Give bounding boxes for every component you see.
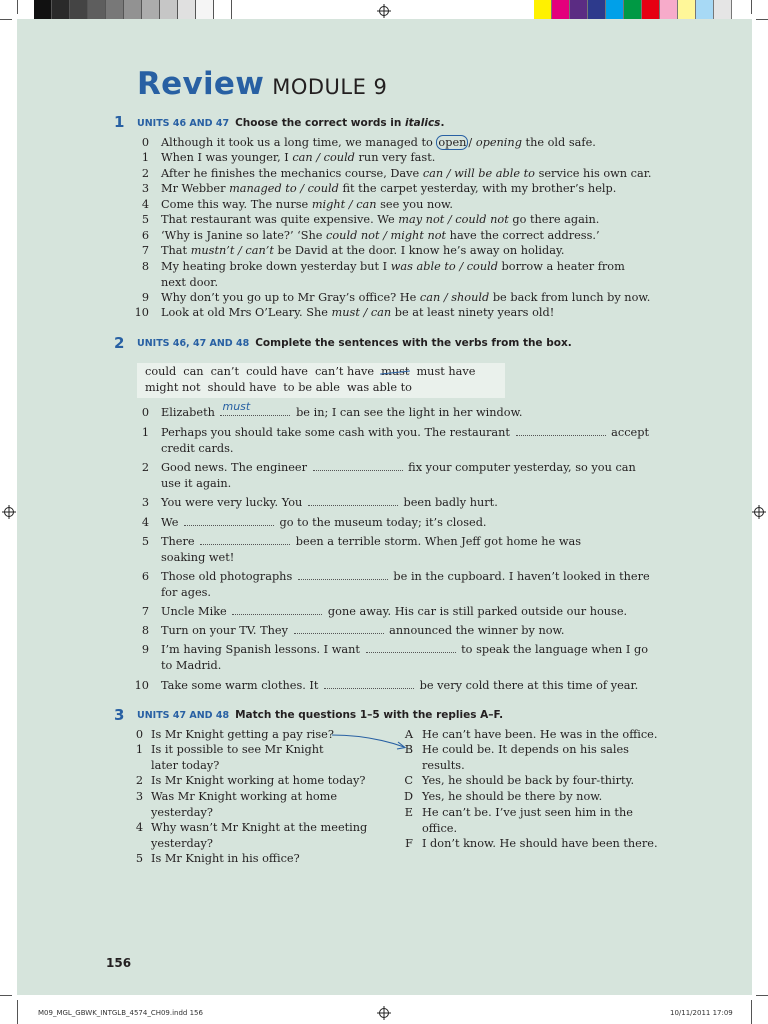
item-text: Turn on your TV. They announced the winner by now.	[161, 624, 565, 637]
box-word: could have	[246, 365, 308, 378]
answer-gap	[516, 425, 606, 436]
box-word: to be able	[283, 381, 340, 394]
crop-mark	[0, 995, 12, 996]
item-text: Yes, he should be there by now.	[422, 790, 603, 803]
answer-gap	[308, 495, 398, 506]
crop-mark	[751, 0, 752, 14]
color-swatch	[214, 0, 232, 20]
example-match-arrow	[330, 732, 410, 754]
item-continuation: to Madrid.	[161, 658, 222, 672]
choice-options: may not / could not	[398, 213, 509, 226]
color-swatch	[624, 0, 642, 20]
word-box	[137, 363, 505, 398]
footer-file-name: M09_MGL_GBWK_INTGLB_4574_CH09.indd 156	[38, 1009, 203, 1017]
section-units: UNITS 46, 47 AND 48	[137, 338, 250, 349]
item-text: When I was younger, I can / could run very fast.	[161, 151, 436, 164]
section-instruction: Complete the sentences with the verbs from the box.	[255, 337, 572, 349]
item-text: Is Mr Knight getting a pay rise?	[151, 728, 334, 741]
page-title	[137, 66, 387, 102]
item-text: ‘Why is Janine so late?’ ‘She could not / might not have the correct address.’	[161, 229, 600, 242]
item-number: 0	[135, 728, 143, 741]
color-swatch	[106, 0, 124, 20]
item-text: After he finishes the mechanics course, Dave can / will be able to service his own car.	[161, 167, 652, 180]
item-letter: A	[404, 728, 413, 741]
answer-gap	[366, 642, 456, 653]
word-box-line	[145, 381, 419, 394]
item-text: Those old photographs be in the cupboard. I haven’t looked in there for ages.	[161, 570, 650, 599]
crop-mark	[751, 1000, 752, 1024]
item-text: Look at old Mrs O’Leary. She must / can be at least ninety years old!	[161, 306, 555, 319]
color-swatch	[606, 0, 624, 20]
color-swatch	[588, 0, 606, 20]
section-number: 2	[114, 334, 125, 352]
item-letter: F	[405, 837, 413, 850]
item-text: That restaurant was quite expensive. We may not / could not go there again.	[161, 213, 600, 226]
item-number: 9	[141, 291, 149, 304]
color-swatch	[714, 0, 732, 20]
item-text: Perhaps you should take some cash with you. The restaurant accept credit cards.	[161, 426, 649, 455]
registration-mark-icon	[752, 505, 766, 519]
item-number: 5	[141, 213, 149, 226]
color-swatch	[160, 0, 178, 20]
box-word: should have	[207, 381, 277, 394]
item-number: 7	[141, 244, 149, 257]
item-continuation: soaking wet!	[161, 550, 235, 564]
registration-mark-icon	[377, 1006, 391, 1020]
item-letter: E	[404, 806, 413, 819]
item-text: Although it took us a long time, we managed to open / opening the old safe.	[161, 136, 596, 149]
section-heading	[137, 709, 503, 721]
item-number: 2	[141, 167, 149, 180]
color-swatch	[552, 0, 570, 20]
item-number: 1	[141, 151, 149, 164]
item-text: Yes, he should be back by four-thirty.	[422, 774, 635, 787]
item-continuation: credit cards.	[161, 441, 234, 455]
color-swatch	[70, 0, 88, 20]
section-heading	[137, 337, 572, 349]
item-text: He can’t be. I’ve just seen him in the office.	[422, 806, 633, 835]
item-text: Why wasn’t Mr Knight at the meeting yesterday?	[151, 821, 368, 850]
crop-mark	[756, 995, 768, 996]
item-number: 3	[135, 790, 143, 803]
crop-mark	[17, 1000, 18, 1024]
item-text: Come this way. The nurse might / can see you now.	[161, 198, 453, 211]
item-number: 10	[134, 679, 149, 692]
item-text: We go to the museum today; it’s closed.	[161, 516, 487, 529]
item-text: Mr Webber managed to / could fit the carpet yesterday, with my brother’s help.	[161, 182, 617, 195]
item-letter: C	[404, 774, 413, 787]
section-units: UNITS 46 AND 47	[137, 118, 230, 129]
color-swatch	[196, 0, 214, 20]
color-swatch	[534, 0, 552, 20]
item-number: 0	[141, 406, 149, 419]
item-text: He can’t have been. He was in the office.	[422, 728, 658, 741]
page-number: 156	[106, 956, 132, 970]
answer-gap	[220, 400, 290, 416]
word-box-line	[145, 365, 482, 378]
item-number: 5	[141, 535, 149, 548]
item-number: 2	[141, 461, 149, 474]
review-title: Review	[137, 66, 265, 102]
box-word: can’t have	[314, 365, 375, 378]
color-swatch	[660, 0, 678, 20]
choice-options: must / can	[331, 306, 392, 319]
choice-options: mustn’t / can’t	[190, 244, 274, 257]
item-text: That mustn’t / can’t be David at the door. I know he’s away on holiday.	[161, 244, 565, 257]
footer-date: 10/11/2011 17:09	[670, 1009, 733, 1017]
module-title: MODULE 9	[272, 75, 388, 99]
color-swatch	[178, 0, 196, 20]
color-swatch	[642, 0, 660, 20]
crop-mark	[17, 0, 18, 14]
item-number: 5	[135, 852, 143, 865]
item-text: Is it possible to see Mr Knight later today?	[151, 743, 324, 772]
section-instruction: Choose the correct words in italics.	[235, 117, 445, 129]
item-text: You were very lucky. You been badly hurt.	[161, 496, 498, 509]
item-number: 8	[141, 624, 149, 637]
color-swatch	[570, 0, 588, 20]
item-continuation: next door.	[161, 275, 219, 289]
item-number: 10	[134, 306, 149, 319]
item-text: Is Mr Knight working at home today?	[151, 774, 366, 787]
answer-gap	[184, 515, 274, 526]
choice-options: opening	[475, 136, 522, 149]
item-text: I don’t know. He should have been there.	[422, 837, 658, 850]
item-continuation: for ages.	[161, 585, 212, 599]
item-text: I’m having Spanish lessons. I want to speak the language when I go to Madrid.	[161, 643, 649, 672]
choice-options: managed to / could	[229, 182, 339, 195]
item-letter: D	[403, 790, 413, 803]
handwritten-answer: must	[222, 400, 251, 413]
color-swatch	[696, 0, 714, 20]
section-heading	[137, 117, 444, 129]
registration-mark-icon	[2, 505, 16, 519]
registration-mark-icon	[377, 4, 391, 18]
answer-gap	[313, 460, 403, 471]
choice-options: can / could	[292, 151, 355, 164]
choice-options: might / can	[311, 198, 377, 211]
box-word: must	[381, 365, 410, 378]
item-number: 7	[141, 605, 149, 618]
color-swatch	[124, 0, 142, 20]
item-number: 9	[141, 643, 149, 656]
item-number: 3	[141, 182, 149, 195]
item-number: 1	[141, 426, 149, 439]
box-word: can’t	[210, 365, 240, 378]
choice-options: can / should	[419, 291, 490, 304]
item-continuation: use it again.	[161, 476, 232, 490]
item-number: 8	[141, 260, 149, 273]
item-number: 0	[141, 136, 149, 149]
color-swatch	[34, 0, 52, 20]
section-number: 3	[114, 706, 125, 724]
item-number: 6	[141, 570, 149, 583]
answer-gap	[294, 623, 384, 634]
choice-options: could not / might not	[326, 229, 447, 242]
color-swatch	[142, 0, 160, 20]
item-number: 4	[135, 821, 143, 834]
item-text: Uncle Mike gone away. His car is still parked outside our house.	[161, 605, 628, 618]
item-text: He could be. It depends on his sales results.	[422, 743, 629, 772]
color-swatch	[678, 0, 696, 20]
item-letter: B	[404, 743, 413, 756]
item-text: Why don’t you go up to Mr Gray’s office? He can / should be back from lunch by now.	[161, 291, 651, 304]
crop-mark	[756, 19, 768, 20]
section-number: 1	[114, 113, 125, 131]
answer-gap	[200, 534, 290, 545]
item-number: 4	[141, 198, 149, 211]
choice-options: was able to / could	[390, 260, 498, 273]
color-swatch	[52, 0, 70, 20]
color-swatch	[88, 0, 106, 20]
item-number: 4	[141, 516, 149, 529]
item-number: 6	[141, 229, 149, 242]
grayscale-color-bar	[34, 0, 232, 20]
item-text: Was Mr Knight working at home yesterday?	[151, 790, 338, 819]
section-units: UNITS 47 AND 48	[137, 710, 230, 721]
box-word: must have	[416, 365, 476, 378]
box-word: might not	[145, 381, 201, 394]
answer-gap	[298, 569, 388, 580]
item-number: 1	[135, 743, 143, 756]
choice-options: can / will be able to	[422, 167, 535, 180]
item-text: My heating broke down yesterday but I was able to / could borrow a heater from next door.	[161, 260, 625, 289]
process-color-bar	[534, 0, 732, 20]
item-text: Is Mr Knight in his office?	[151, 852, 300, 865]
section-instruction: Match the questions 1–5 with the replies A–F.	[235, 709, 504, 721]
answer-gap	[324, 678, 414, 689]
box-word: can	[183, 365, 204, 378]
item-text: Take some warm clothes. It be very cold there at this time of year.	[161, 679, 639, 692]
item-text: Good news. The engineer fix your computer yesterday, so you can use it again.	[161, 461, 636, 490]
box-word: was able to	[346, 381, 412, 394]
item-number: 3	[141, 496, 149, 509]
item-text: Elizabeth must be in; I can see the light in her window.	[161, 400, 523, 419]
item-text: There been a terrible storm. When Jeff got home he was soaking wet!	[161, 535, 582, 564]
circled-answer: open	[438, 136, 467, 149]
answer-gap	[232, 604, 322, 615]
crop-mark	[0, 19, 12, 20]
box-word: could	[145, 365, 177, 378]
item-number: 2	[135, 774, 143, 787]
